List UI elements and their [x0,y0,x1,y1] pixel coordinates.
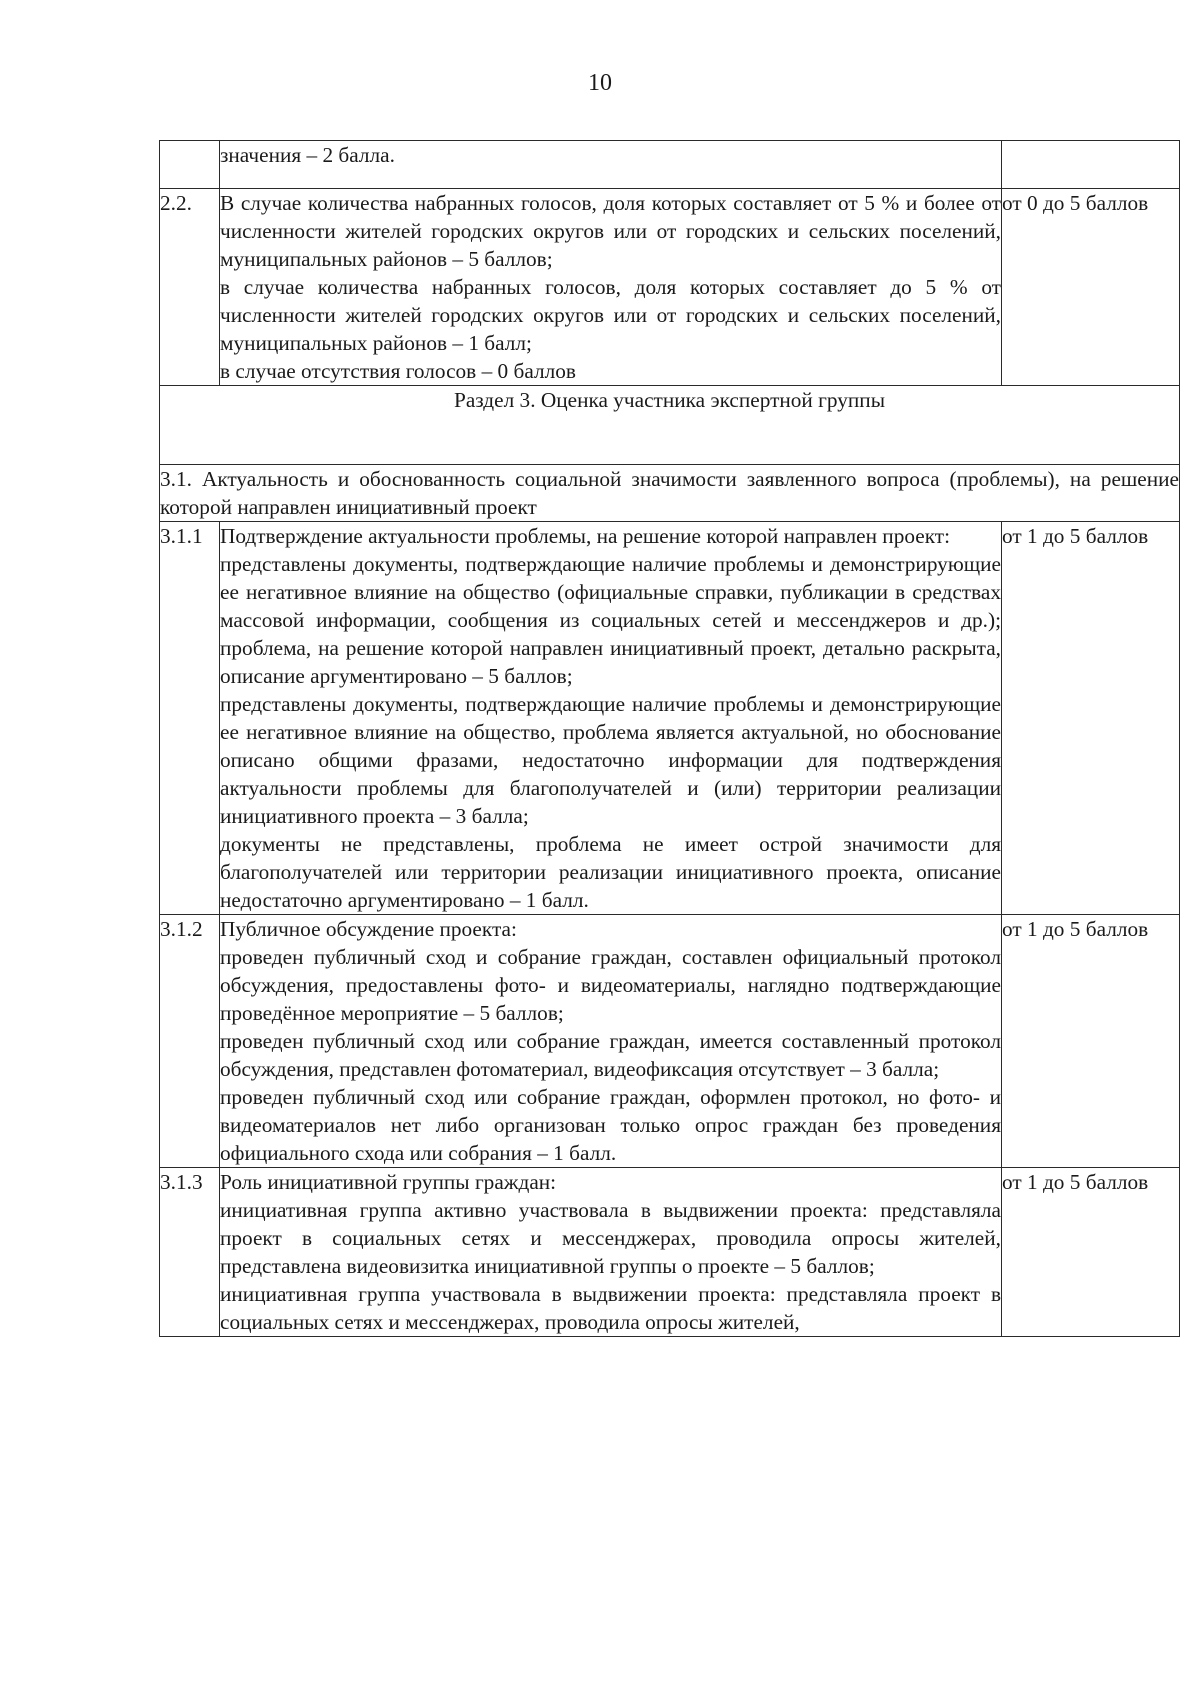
criterion-heading: Публичное обсуждение проекта: [220,917,517,941]
row-text [220,522,1002,915]
row-number [160,141,220,189]
criterion-paragraph: проведен публичный сход или собрание граждан, имеется составленный протокол обсуждения, представлен фотоматериал, видеофиксация отсутствует – 3 балла; [220,1029,1001,1081]
criteria-table [159,140,1180,1337]
criterion-heading: Роль инициативной группы граждан: [220,1170,557,1194]
criterion-paragraph: инициативная группа активно участвовала в выдвижении проекта: представляла проект в социальных сетях и мессенджерах, проводила опросы жителей, представлена видеовизитка инициативной группы о проекте – 5 баллов; [220,1198,1001,1278]
row-number: 3.1.2 [160,915,220,1168]
row-score [1002,141,1180,189]
row-text: значения – 2 балла. [220,141,1002,189]
criterion-paragraph: В случае количества набранных голосов, доля которых составляет от 5 % и более от численности жителей городских округов или от городских и сельских поселений, муниципальных районов – 5 баллов; [220,191,1001,271]
row-text [220,1168,1002,1337]
criterion-paragraph: в случае количества набранных голосов, доля которых составляет до 5 % от численности жителей городских округов или от городских и сельских поселений, муниципальных районов – 1 балл; [220,275,1001,355]
table-row-3-1-3 [160,1168,1180,1337]
row-text [220,189,1002,386]
row-number: 3.1.3 [160,1168,220,1337]
table-row-continuation [160,141,1180,189]
subsection-title: 3.1. Актуальность и обоснованность социальной значимости заявленного вопроса (проблемы), на решение которой направлен инициативный проект [160,465,1180,522]
row-score: от 1 до 5 баллов [1002,1168,1180,1337]
row-number: 2.2. [160,189,220,386]
row-score: от 1 до 5 баллов [1002,522,1180,915]
criterion-paragraph: проведен публичный сход или собрание граждан, оформлен протокол, но фото- и видеоматериалов нет либо организован только опрос граждан без проведения официального схода или собрания – 1 балл. [220,1085,1001,1165]
criterion-paragraph: представлены документы, подтверждающие наличие проблемы и демонстрирующие ее негативное влияние на общество, проблема является актуальной, но обоснование описано общими фразами, недостаточно информации для подтверждения актуальности проблемы для благополучателей и (или) территории реализации инициативного проекта – 3 балла; [220,692,1001,828]
criterion-paragraph: представлены документы, подтверждающие наличие проблемы и демонстрирующие ее негативное влияние на общество (официальные справки, публикации в средствах массовой информации, сообщения из социальных сетей и мессенджеров и др.); проблема, на решение которой направлен инициативный проект, детально раскрыта, описание аргументировано – 5 баллов; [220,552,1001,688]
row-text [220,915,1002,1168]
criterion-paragraph: документы не представлены, проблема не имеет острой значимости для благополучателей или территории реализации инициативного проекта, описание недостаточно аргументировано – 1 балл. [220,832,1001,912]
section-3-header-row [160,386,1180,465]
table-row-3-1-2 [160,915,1180,1168]
row-score: от 0 до 5 баллов [1002,189,1180,386]
row-score: от 1 до 5 баллов [1002,915,1180,1168]
page-number: 10 [588,70,612,96]
row-number: 3.1.1 [160,522,220,915]
criterion-paragraph: в случае отсутствия голосов – 0 баллов [220,359,576,383]
table-row-3-1-1 [160,522,1180,915]
criterion-heading: Подтверждение актуальности проблемы, на решение которой направлен проект: [220,524,950,548]
section-title: Раздел 3. Оценка участника экспертной группы [160,386,1180,465]
criterion-paragraph: проведен публичный сход и собрание граждан, составлен официальный протокол обсуждения, предоставлены фото- и видеоматериалы, наглядно подтверждающие проведённое мероприятие – 5 баллов; [220,945,1001,1025]
table-row-2-2 [160,189,1180,386]
criterion-paragraph: инициативная группа участвовала в выдвижении проекта: представляла проект в социальных сетях и мессенджерах, проводила опросы жителей, [220,1282,1001,1334]
subsection-3-1-row [160,465,1180,522]
